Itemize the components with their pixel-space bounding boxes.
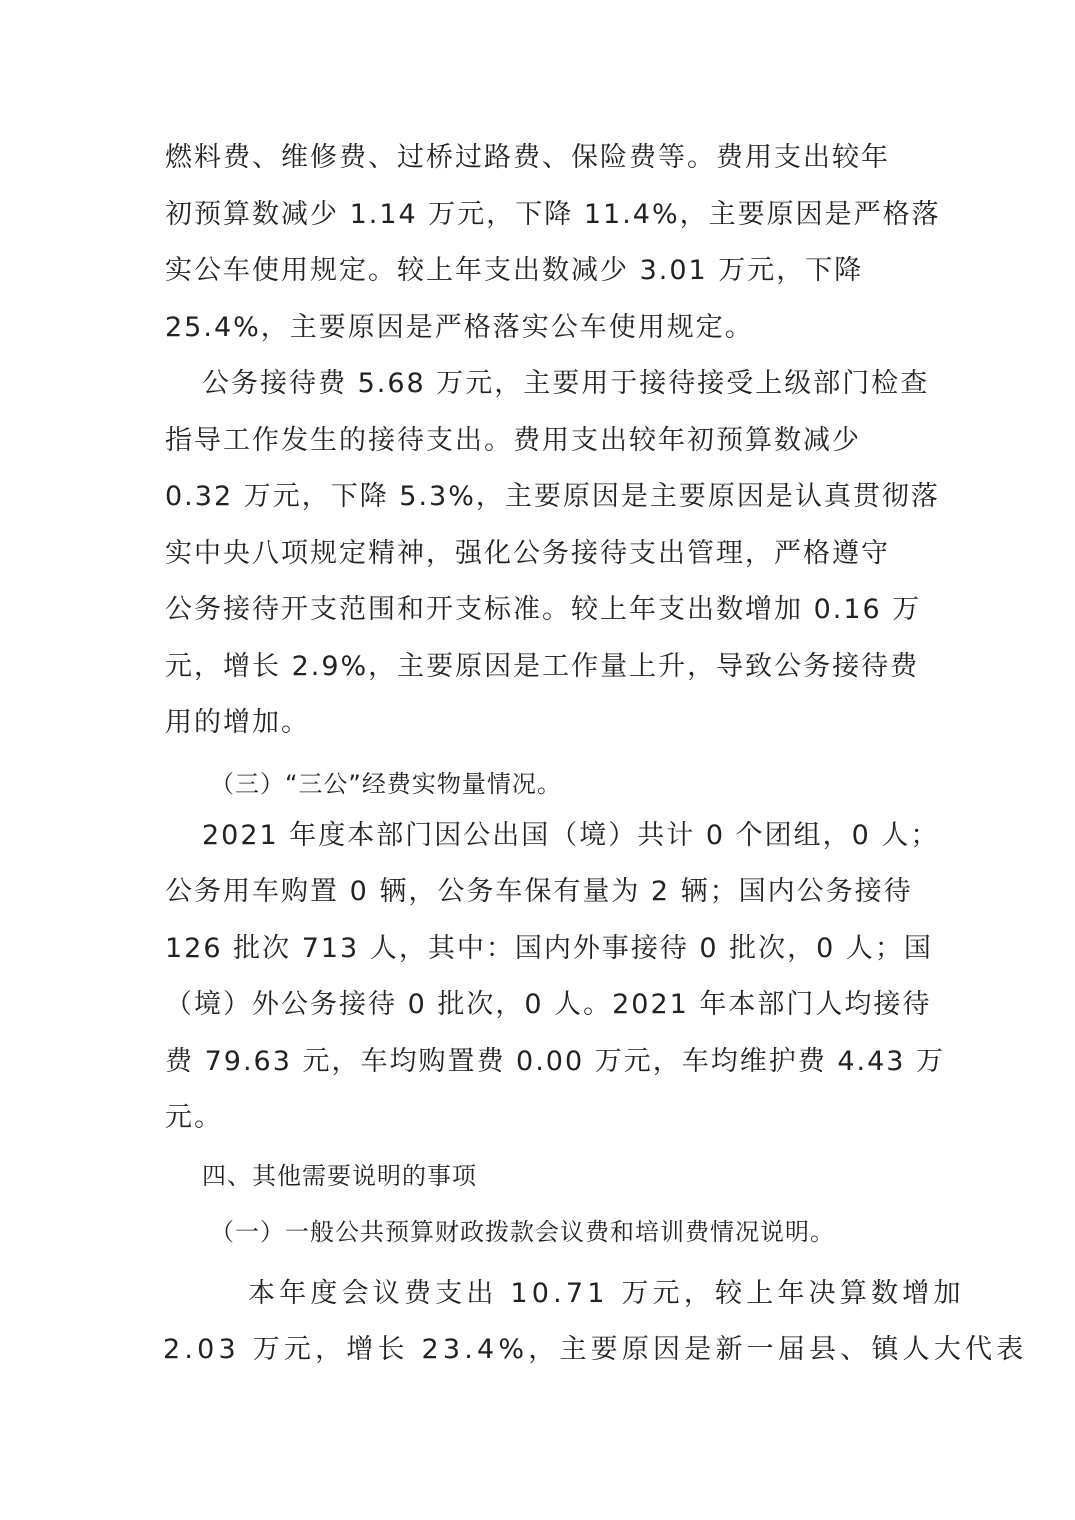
paragraph-line: 元。 — [165, 1102, 223, 1133]
section-heading: 四、其他需要说明的事项 — [202, 1162, 477, 1190]
paragraph-line: 指导工作发生的接待支出。费用支出较年初预算数减少 — [165, 425, 861, 456]
paragraph-line: 本年度会议费支出 10.71 万元，较上年决算数增加 — [248, 1278, 965, 1309]
paragraph-line: 公务接待费 5.68 万元，主要用于接待接受上级部门检查 — [202, 368, 930, 399]
paragraph-line: 公务接待开支范围和开支标准。较上年支出数增加 0.16 万 — [165, 594, 922, 625]
paragraph-line: 公务用车购置 0 辆，公务车保有量为 2 辆；国内公务接待 — [165, 876, 913, 907]
paragraph-line: 2021 年度本部门因公出国（境）共计 0 个团组，0 人； — [202, 820, 940, 851]
paragraph-line: 0.32 万元，下降 5.3%，主要原因是主要原因是认真贯彻落 — [165, 481, 940, 512]
paragraph-line: 初预算数减少 1.14 万元，下降 11.4%，主要原因是严格落 — [165, 199, 941, 230]
paragraph-line: 费 79.63 元，车均购置费 0.00 万元，车均维护费 4.43 万 — [165, 1046, 946, 1077]
paragraph-line: 燃料费、维修费、过桥过路费、保险费等。费用支出较年 — [165, 142, 890, 173]
paragraph-line: 实公车使用规定。较上年支出数减少 3.01 万元，下降 — [165, 255, 864, 286]
paragraph-line: 用的增加。 — [165, 707, 310, 738]
paragraph-line: 元，增长 2.9%，主要原因是工作量上升，导致公务接待费 — [165, 651, 920, 682]
paragraph-line: 2.03 万元，增长 23.4%，主要原因是新一届县、镇人大代表 — [163, 1334, 1028, 1365]
section-heading: （三）“三公”经费实物量情况。 — [210, 770, 562, 798]
paragraph-line: 25.4%，主要原因是严格落实公车使用规定。 — [165, 312, 754, 343]
paragraph-line: （境）外公务接待 0 批次，0 人。2021 年本部门人均接待 — [165, 989, 932, 1020]
paragraph-line: 实中央八项规定精神，强化公务接待支出管理，严格遵守 — [165, 538, 890, 569]
paragraph-line: 126 批次 713 人，其中：国内外事接待 0 批次，0 人；国 — [165, 933, 933, 964]
section-heading: （一）一般公共预算财政拨款会议费和培训费情况说明。 — [210, 1218, 835, 1246]
